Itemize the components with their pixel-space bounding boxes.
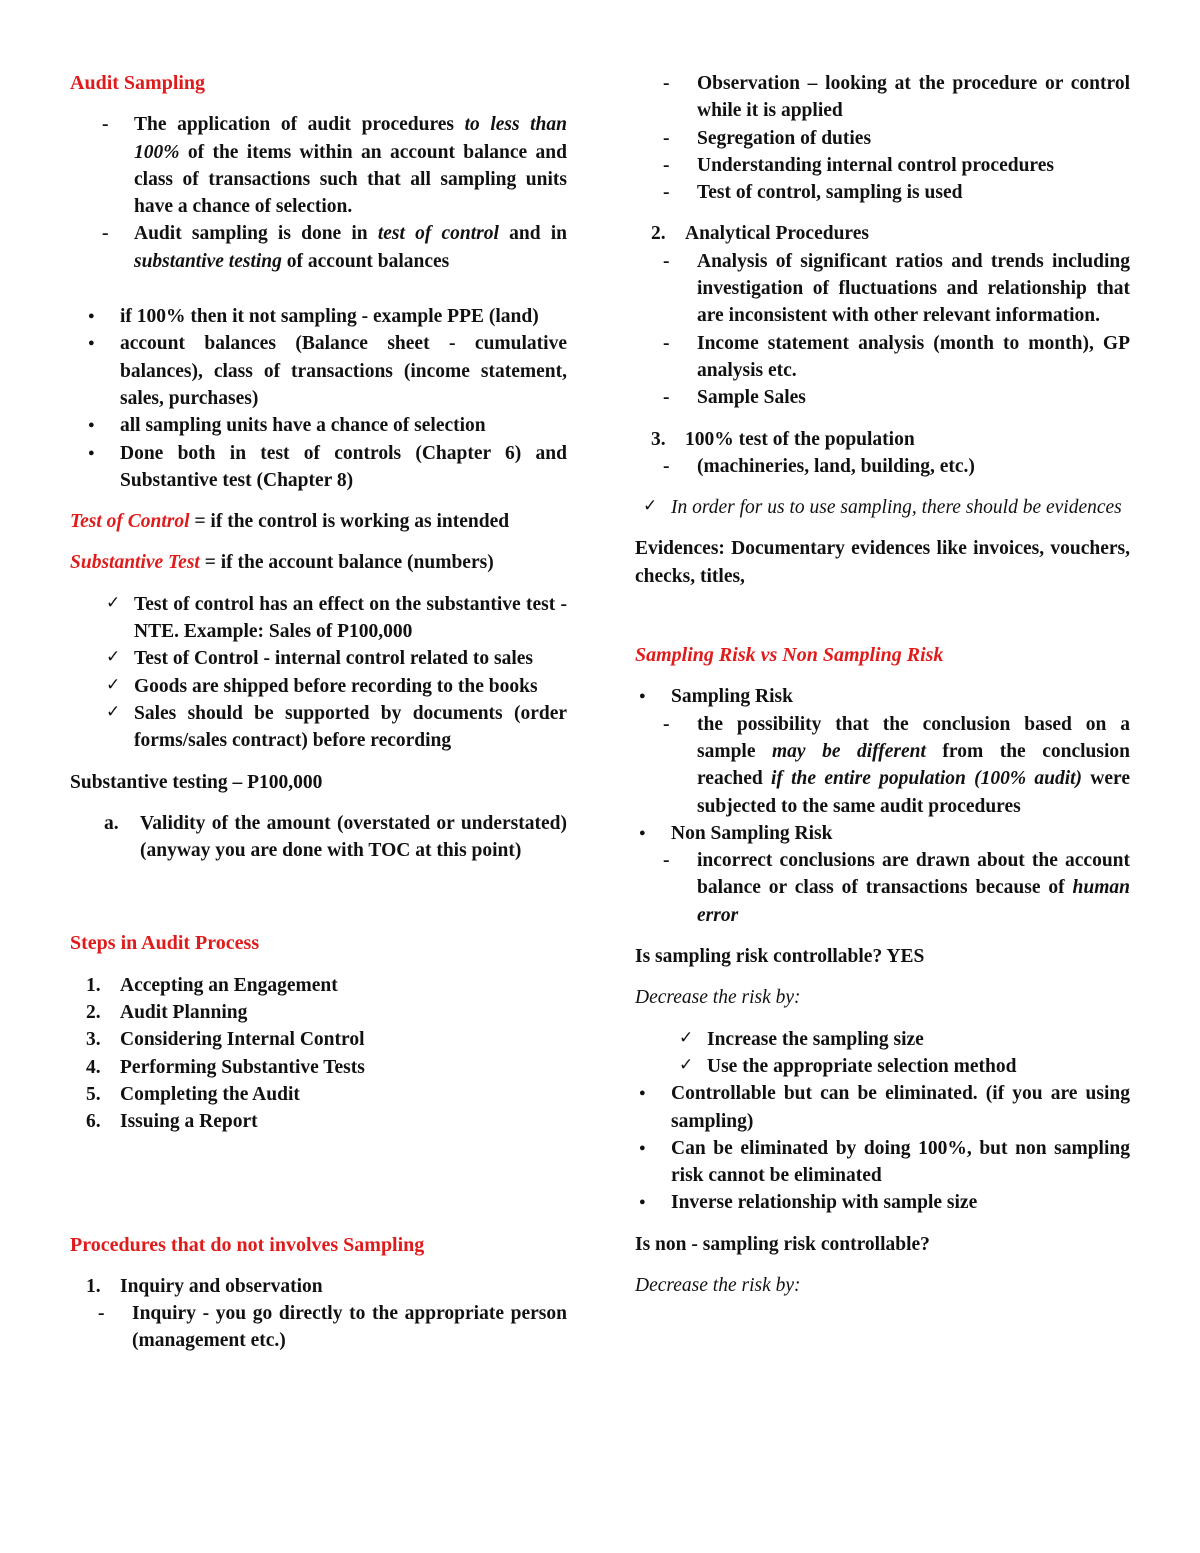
bullet-item: ● all sampling units have a chance of selection	[70, 412, 567, 439]
step-item: 6. Issuing a Report	[86, 1111, 258, 1133]
substantive-testing-line: Substantive testing – P100,000	[70, 771, 323, 793]
bullet-item: ● Done both in test of controls (Chapter 6) and Substantive test (Chapter 8)	[70, 440, 567, 495]
question-non-sampling-risk: Is non - sampling risk controllable?	[635, 1233, 930, 1255]
heading-steps-audit-process: Steps in Audit Process	[70, 932, 260, 955]
bullet-item: ● Can be eliminated by doing 100%, but non sampling risk cannot be eliminated	[621, 1135, 1130, 1190]
bullet-item: ● Inverse relationship with sample size	[621, 1189, 1130, 1216]
procedure-title: 3. 100% test of the population	[651, 428, 915, 450]
risk-bullets	[621, 1080, 1130, 1216]
procedure-item: - Segregation of duties	[635, 125, 1130, 152]
procedure-item: - Observation – looking at the procedure or control while it is applied	[635, 70, 1130, 125]
procedure-3	[635, 426, 1130, 453]
bullet-item: ● account balances (Balance sheet - cumulative balances), class of transactions (income statement, sales, purchases)	[70, 330, 567, 412]
decrease-risk-checklist	[643, 1026, 1130, 1081]
bullet-item: ● Controllable but can be eliminated. (if you are using sampling)	[621, 1080, 1130, 1135]
procedure-2-items	[635, 248, 1130, 412]
step-item: 5. Completing the Audit	[86, 1083, 300, 1105]
heading-procedures-no-sampling: Procedures that do not involves Sampling	[70, 1233, 425, 1256]
procedure-1	[70, 1273, 567, 1300]
check-item: ✓ Test of control has an effect on the substantive test - NTE. Example: Sales of P100,000	[70, 591, 567, 646]
decrease-risk-label: Decrease the risk by:	[635, 987, 801, 1009]
decrease-risk-label: Decrease the risk by:	[635, 1274, 801, 1296]
right-column	[635, 70, 1130, 1299]
sampling-note	[607, 494, 1130, 521]
procedure-item: - Sample Sales	[635, 384, 1130, 411]
procedure-item: - Analysis of significant ratios and trends including investigation of fluctuations and relationship that are inconsistent with other relevant information.	[635, 248, 1130, 330]
check-item: ✓ Sales should be supported by documents (order forms/sales contract) before recording	[70, 700, 567, 755]
non-sampling-risk-definition	[635, 847, 1130, 929]
procedure-1-items	[70, 1300, 567, 1355]
step-item: 3. Considering Internal Control	[86, 1029, 365, 1051]
audit-sampling-bullets	[70, 303, 567, 494]
alpha-item: a. Validity of the amount (overstated or understated) (anyway you are done with TOC at this point)	[104, 812, 567, 862]
step-item: 1. Accepting an Engagement	[86, 974, 338, 996]
procedure-item: - Understanding internal control procedures	[635, 152, 1130, 179]
question-sampling-risk: Is sampling risk controllable? YES	[635, 946, 925, 968]
heading-sampling-risk: Sampling Risk vs Non Sampling Risk	[635, 644, 944, 667]
test-of-control-definition: Test of Control = if the control is working as intended	[70, 511, 510, 533]
definition-item: - The application of audit procedures to less than 100% of the items within an account balance and class of transactions such that all sampling units have a chance of selection.	[70, 111, 567, 220]
procedure-2	[635, 220, 1130, 247]
bullet-item: ● Non Sampling Risk	[621, 820, 1130, 847]
heading-audit-sampling: Audit Sampling	[70, 72, 206, 94]
step-item: 4. Performing Substantive Tests	[86, 1056, 365, 1078]
audit-sampling-definitions	[70, 111, 567, 275]
procedure-item: - (machineries, land, building, etc.)	[635, 453, 1130, 480]
sampling-risk-definition	[635, 711, 1130, 820]
substantive-test-definition: Substantive Test = if the account balance (numbers)	[70, 552, 494, 574]
procedure-item: - Inquiry - you go directly to the appropriate person (management etc.)	[70, 1300, 567, 1355]
procedure-item: - Income statement analysis (month to month), GP analysis etc.	[635, 330, 1130, 385]
definition-item: - Audit sampling is done in test of control and in substantive testing of account balances	[70, 220, 567, 275]
steps-list	[70, 972, 567, 1136]
check-item: ✓ In order for us to use sampling, there should be evidences	[607, 494, 1130, 521]
check-item: ✓ Use the appropriate selection method	[643, 1053, 1130, 1080]
check-item: ✓ Increase the sampling size	[643, 1026, 1130, 1053]
sampling-risk-bullet	[621, 683, 1130, 710]
check-item: ✓ Test of Control - internal control related to sales	[70, 645, 567, 672]
procedure-1-items-continued	[635, 70, 1130, 206]
procedure-title: 2. Analytical Procedures	[651, 223, 869, 245]
definition-item: - the possibility that the conclusion based on a sample may be different from the conclusion reached if the entire population (100% audit) were subjected to the same audit procedures	[635, 711, 1130, 820]
bullet-item: ● if 100% then it not sampling - example PPE (land)	[70, 303, 567, 330]
definition-item: - incorrect conclusions are drawn about the account balance or class of transactions because of human error	[635, 847, 1130, 929]
check-item: ✓ Goods are shipped before recording to the books	[70, 673, 567, 700]
step-item: 2. Audit Planning	[86, 1002, 248, 1024]
toc-checklist	[70, 591, 567, 755]
procedure-3-items	[635, 453, 1130, 480]
evidences-paragraph: Evidences: Documentary evidences like invoices, vouchers, checks, titles,	[635, 538, 1130, 587]
validity-list	[70, 810, 567, 865]
procedure-title: 1. Inquiry and observation	[86, 1275, 323, 1297]
bullet-item: ● Sampling Risk	[621, 683, 1130, 710]
left-column	[70, 70, 567, 1355]
non-sampling-risk-bullet	[621, 820, 1130, 847]
procedure-item: - Test of control, sampling is used	[635, 179, 1130, 206]
